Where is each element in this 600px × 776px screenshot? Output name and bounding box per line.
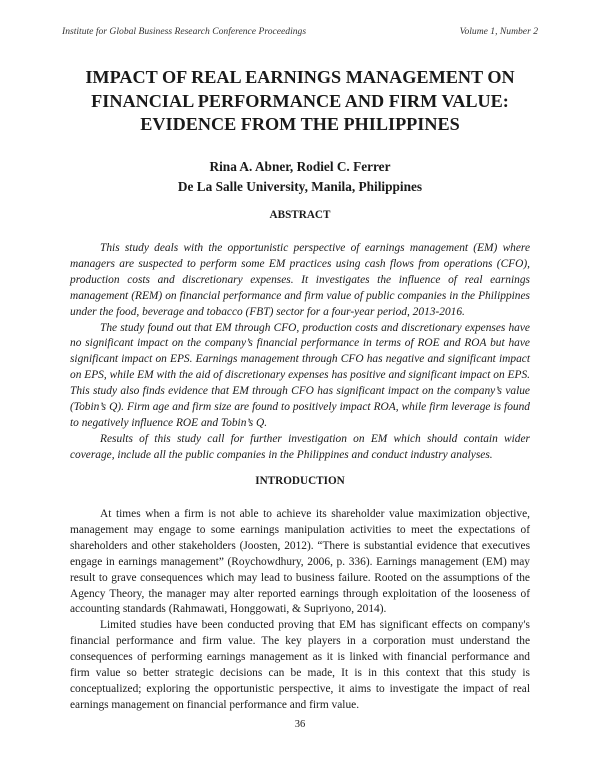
abstract-body [70, 241, 530, 464]
abstract-paragraph: Results of this study call for further investigation on EM which should contain wider coverage, include all the public companies in the Philippines and conduct industry analyses. [70, 432, 530, 461]
introduction-heading: INTRODUCTION [255, 475, 345, 487]
introduction-paragraph: Limited studies have been conducted proving that EM has significant effects on company's financial performance and firm value. The key players in a corporation must understand the consequences of performing earnings management as it is linked with financial performance and firm value so better strategic decisions can be made, It is in this context that this study is conceptualized; exploring the opportunistic perspective, it aims to investigate the impact of real earnings management on financial performance and firm value. [70, 619, 530, 711]
paper-title [60, 66, 540, 137]
author-names: Rina A. Abner, Rodiel C. Ferrer [209, 159, 391, 174]
introduction-body [70, 507, 530, 714]
journal-name: Institute for Global Business Research Conference Proceedings [62, 26, 307, 37]
volume-number: Volume 1, Number 2 [459, 26, 538, 37]
title-line: IMPACT OF REAL EARNINGS MANAGEMENT ON [85, 67, 515, 87]
author-affiliation: De La Salle University, Manila, Philippines [177, 178, 423, 194]
abstract-paragraph: This study deals with the opportunistic perspective of earnings management (EM) where managers are suspected to perform some EM practices using cash flows from operations (CFO), production costs and discretionary expenses. It investigates the influence of real earnings management (REM) on financial performance and firm value of public companies in the Philippines under the food, beverage and tobacco (FBT) sector for a four-year period, 2013-2016. [70, 242, 530, 318]
abstract-paragraph: The study found out that EM through CFO, production costs and discretionary expenses have no significant impact on the company’s financial performance in terms of ROE and ROA but have significant impact on EPS. Earnings management through CFO has negative and significant impact on EPS, while EM with the aid of discretionary expenses has positive and significant impact on EPS. This study also finds evidence that EM through CFO has significant impact on the company’s value (Tobin’s Q). Firm age and firm size are found to positively impact ROA, while firm leverage is found to negatively influence ROE and Tobin’s Q. [70, 321, 530, 429]
page-number: 36 [294, 719, 306, 730]
running-header [62, 26, 538, 37]
author-block [60, 157, 540, 196]
introduction-paragraph: At times when a firm is not able to achieve its shareholder value maximization objective, management may engage to some earnings manipulation activities to meet the expectations of shareholders and other stakeholders (Joosten, 2012). “There is substantial evidence that executives engage in earnings management” (Roychowdhury, 2006, p. 336). Earnings management (EM) may result to grave consequences which may lead to business failure. Rooted on the assumptions of the Agency Theory, the manager may alter reported earnings through exploitation of the looseness of accounting standards (Rahmawati, Honggowati, & Supriyono, 2014). [70, 508, 530, 616]
title-line: FINANCIAL PERFORMANCE AND FIRM VALUE: [91, 90, 509, 111]
title-line: EVIDENCE FROM THE PHILIPPINES [140, 114, 460, 134]
abstract-heading: ABSTRACT [269, 209, 331, 221]
